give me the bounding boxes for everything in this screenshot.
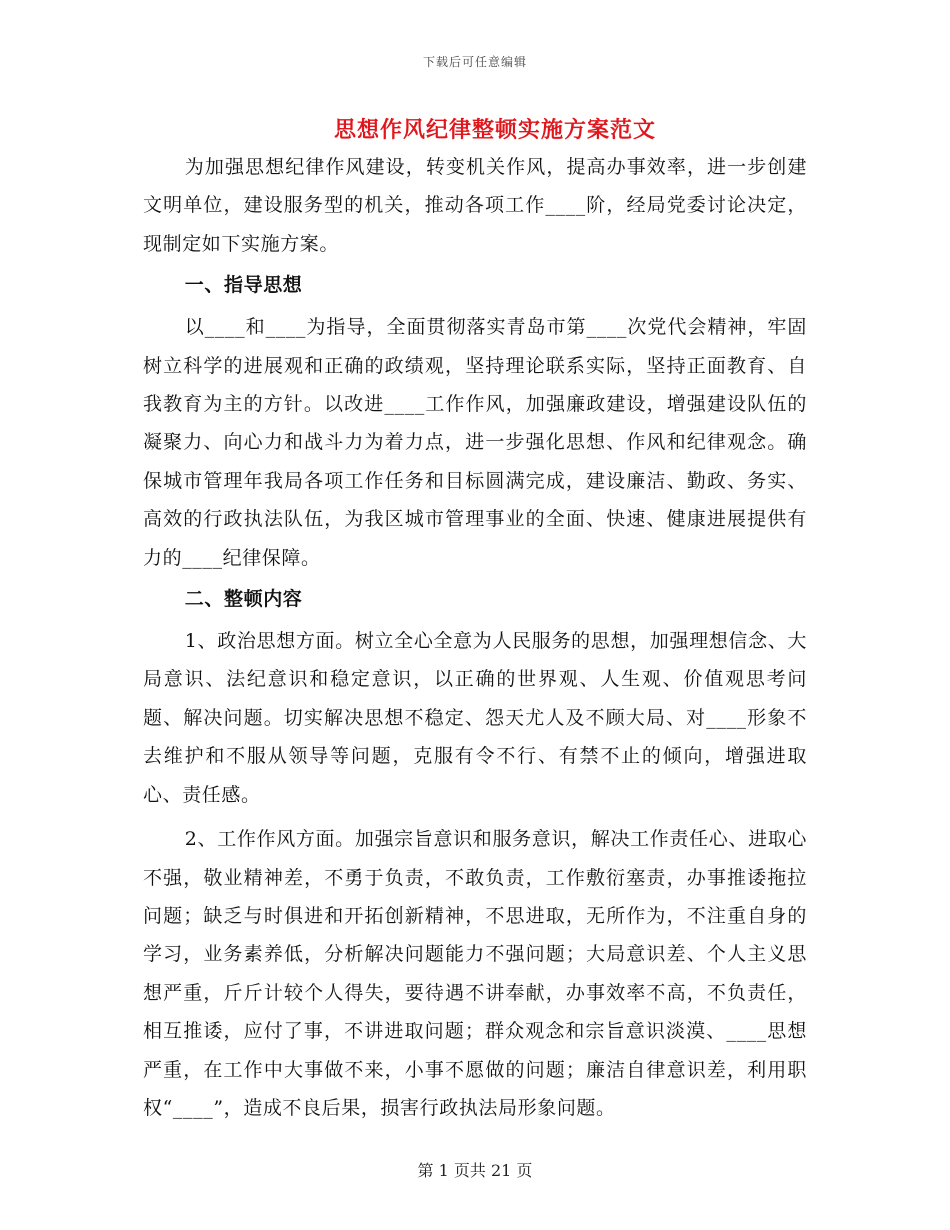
intro-paragraph: 为加强思想纪律作风建设，转变机关作风，提高办事效率，进一步创建文明单位，建设服务型的机关，推动各项工作____阶，经局党委讨论决定，现制定如下实施方案。 [143,156,807,255]
page-number: 第 1 页共 21 页 [417,1161,533,1180]
section-heading-guiding-thought: 一、指导思想 [184,274,303,297]
document-title: 思想作风纪律整顿实施方案范文 [333,117,656,143]
section-heading-rectification-content: 二、整顿内容 [184,588,303,611]
guiding-thought-paragraph: 以____和____为指导，全面贯彻落实青岛市第____次党代会精神，牢固树立科学的进展观和正确的政绩观，坚持理论联系实际，坚持正面教育、自我教育为主的方针。以改进____工作作风，加强廉政建设，增强建设队伍的凝聚力、向心力和战斗力为着力点，进一步强化思想、作风和纪律观念。确保城市管理年我局各项工作任务和目标圆满完成，建设廉洁、勤政、务实、高效的行政执法队伍，为我区城市管理事业的全面、快速、健康进展提供有力的____纪律保障。 [143,316,807,569]
document-body [143,148,807,1127]
work-style-paragraph: 2、工作作风方面。加强宗旨意识和服务意识，解决工作责任心、进取心不强，敬业精神差，不勇于负责，不敢负责，工作敷衍塞责，办事推诿拖拉问题；缺乏与时俱进和开拓创新精神，不思进取，无所作为，不注重自身的学习，业务素养低，分析解决问题能力不强问题；大局意识差、个人主义思想严重，斤斤计较个人得失，要待遇不讲奉献，办事效率不高，不负责任，相互推诿，应付了事，不讲进取问题；群众观念和宗旨意识淡漠、____思想严重，在工作中大事做不来，小事不愿做的问题；廉洁自律意识差，利用职权“____”，造成不良后果，损害行政执法局形象问题。 [143,828,807,1119]
political-thought-paragraph: 1、政治思想方面。树立全心全意为人民服务的思想，加强理想信念、大局意识、法纪意识和稳定意识，以正确的世界观、人生观、价值观思考问题、解决问题。切实解决思想不稳定、怨天尤人及不顾大局、对____形象不去维护和不服从领导等问题，克服有令不行、有禁不止的倾向，增强进取心、责任感。 [143,630,807,806]
header-note: 下载后可任意编辑 [422,55,527,69]
